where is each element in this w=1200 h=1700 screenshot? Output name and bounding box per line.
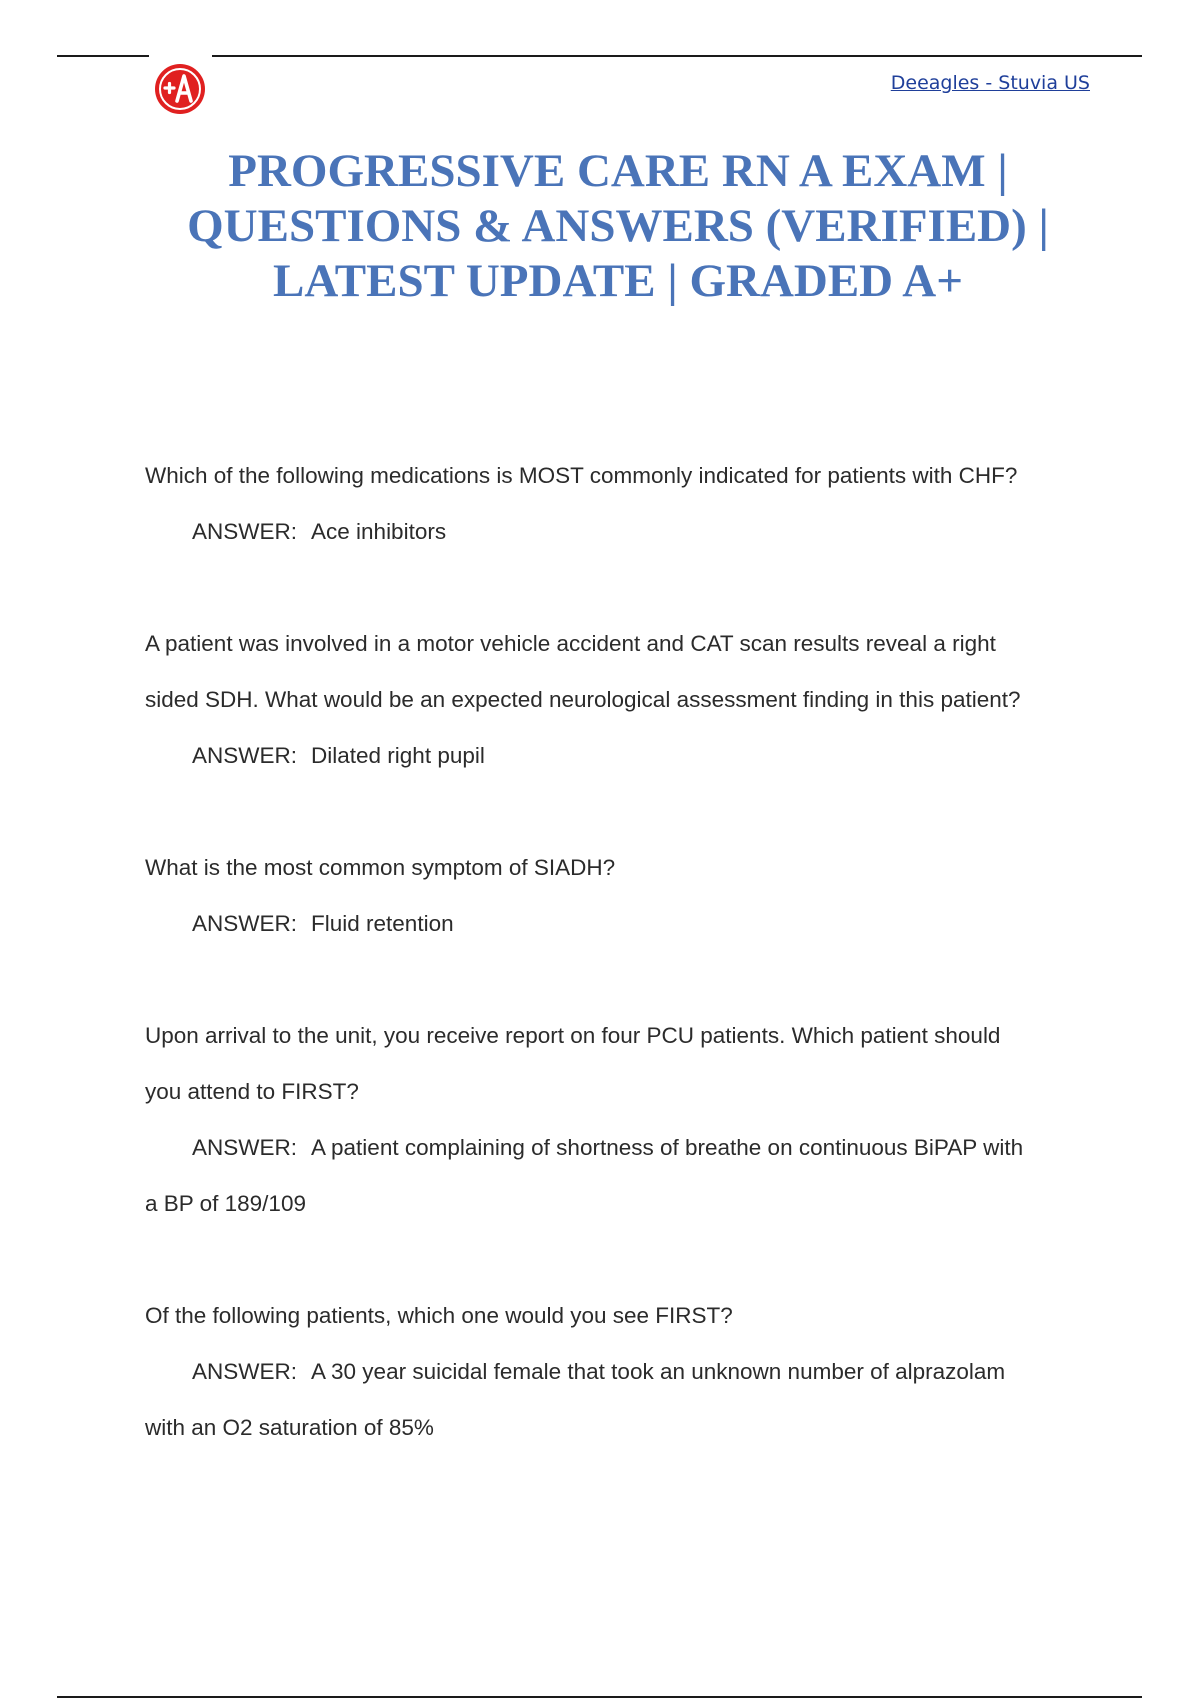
qa-item xyxy=(145,1008,1095,1232)
answer-label: ANSWER: xyxy=(192,1135,298,1160)
title-line: QUESTIONS & ANSWERS (VERIFIED) | xyxy=(187,200,1049,252)
answer-label: ANSWER: xyxy=(192,1359,298,1384)
answer-line xyxy=(145,728,1095,784)
question-text: Which of the following medications is MOST commonly indicated for patients with CHF? xyxy=(145,463,1018,488)
answer-text: Dilated right pupil xyxy=(311,743,485,768)
qa-item xyxy=(145,840,1095,952)
question-text: A patient was involved in a motor vehicle accident and CAT scan results reveal a right xyxy=(145,631,996,656)
answer-line xyxy=(145,504,1095,560)
question-text: sided SDH. What would be an expected neurological assessment finding in this patient? xyxy=(145,687,1021,712)
answer-label: ANSWER: xyxy=(192,519,298,544)
answer-line xyxy=(145,896,1095,952)
qa-item xyxy=(145,448,1095,560)
question-text: Of the following patients, which one would you see FIRST? xyxy=(145,1303,733,1328)
answer-label: ANSWER: xyxy=(192,911,298,936)
question-text: Upon arrival to the unit, you receive report on four PCU patients. Which patient should xyxy=(145,1023,1001,1048)
title-line: LATEST UPDATE | GRADED A+ xyxy=(272,255,964,307)
qa-list xyxy=(145,448,1095,1512)
header-rule-right xyxy=(212,55,1142,57)
qa-item xyxy=(145,1288,1095,1456)
answer-text: Ace inhibitors xyxy=(311,519,447,544)
header-rule-left xyxy=(57,55,149,57)
qa-item xyxy=(145,616,1095,784)
answer-text: A 30 year suicidal female that took an unknown number of alprazolam xyxy=(311,1359,1006,1384)
answer-line xyxy=(145,1120,1095,1176)
question-text: What is the most common symptom of SIADH? xyxy=(145,855,616,880)
question-text: you attend to FIRST? xyxy=(145,1079,359,1104)
header-source-link[interactable]: Deeagles - Stuvia US xyxy=(890,72,1090,94)
title-line: PROGRESSIVE CARE RN A EXAM | xyxy=(228,145,1008,197)
answer-text: A patient complaining of shortness of breathe on continuous BiPAP with xyxy=(311,1135,1024,1160)
answer-line xyxy=(145,1344,1095,1400)
logo-icon xyxy=(153,62,207,116)
answer-text-continued: a BP of 189/109 xyxy=(145,1191,306,1216)
document-title xyxy=(140,144,1096,309)
answer-text-continued: with an O2 saturation of 85% xyxy=(145,1415,434,1440)
footer-rule xyxy=(57,1696,1142,1698)
answer-label: ANSWER: xyxy=(192,743,298,768)
answer-text: Fluid retention xyxy=(311,911,454,936)
